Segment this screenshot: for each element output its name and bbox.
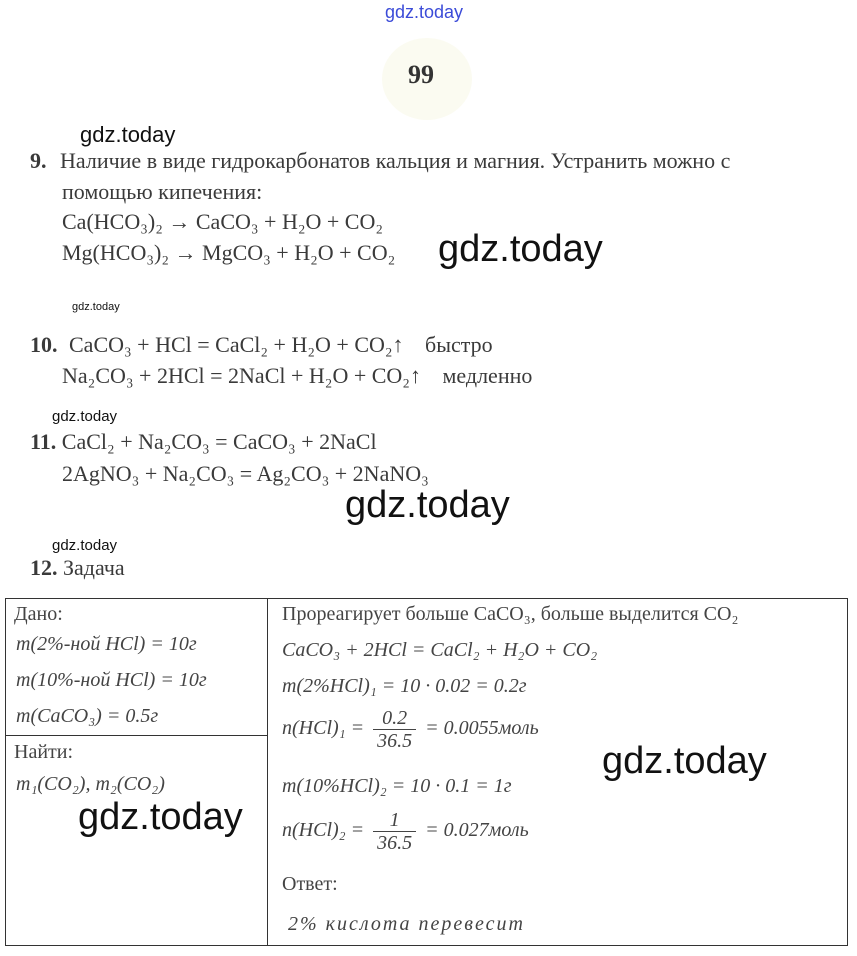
task11-line1 xyxy=(30,429,377,455)
fraction xyxy=(373,809,416,854)
solution-line4 xyxy=(282,707,539,752)
fraction-denominator: 36.5 xyxy=(377,832,413,854)
watermark: gdz.today xyxy=(78,796,243,838)
task10-note1: быстро xyxy=(425,332,493,357)
task10-note2: медленно xyxy=(442,363,533,388)
given-label: Дано: xyxy=(14,603,63,625)
table-vertical-divider xyxy=(267,599,268,945)
solution-line4-right: = 0.0055моль xyxy=(425,717,539,740)
task10-line2 xyxy=(62,363,532,389)
watermark: gdz.today xyxy=(52,537,118,554)
watermark: gdz.today xyxy=(345,484,510,526)
fraction-numerator: 1 xyxy=(373,809,416,832)
solution-line1: Прореагирует больше CaCO₃, больше выделится CO₂ xyxy=(282,603,739,625)
find-label: Найти: xyxy=(14,741,74,763)
task12-title: Задача xyxy=(63,555,125,580)
fraction-numerator: 0.2 xyxy=(373,707,416,730)
solution-line6 xyxy=(282,809,529,854)
task9-text2: помощью кипечения: xyxy=(62,179,263,204)
task12-number: 12. xyxy=(30,555,58,580)
task12-heading xyxy=(30,555,125,581)
fraction-denominator: 36.5 xyxy=(377,730,413,752)
solution-line6-right: = 0.027моль xyxy=(425,819,529,842)
watermark-top[interactable]: gdz.today xyxy=(385,2,464,22)
watermark: gdz.today xyxy=(72,301,120,313)
find-value: m₁(CO₂), m₂(CO₂) xyxy=(16,773,165,795)
task10-number: 10. xyxy=(30,332,58,357)
task10-eq1: CaCO₃ + HCl = CaCl₂ + H₂O + CO₂↑ xyxy=(69,332,404,357)
table-horizontal-divider xyxy=(6,735,267,736)
solution-line6-left: n(HCl)₂ = xyxy=(282,819,365,842)
task9-eq1: Ca(HCO₃)₂ → CaCO₃ + H₂O + CO₂ xyxy=(62,209,384,234)
task9-line1 xyxy=(30,148,730,174)
given-item: m(10%-ной HCl) = 10г xyxy=(16,669,207,691)
page-number: 99 xyxy=(408,60,434,89)
task9-eq2: Mg(HCO₃)₂ → MgCO₃ + H₂O + CO₂ xyxy=(62,240,396,265)
solution-line5: m(10%HCl)₂ = 10 · 0.1 = 1г xyxy=(282,775,512,797)
task9-number: 9. xyxy=(30,148,47,173)
given-item: m(2%-ной HCl) = 10г xyxy=(16,633,197,655)
answer-text: 2% кислота перевесит xyxy=(288,913,525,935)
task10-eq2: Na₂CO₃ + 2HCl = 2NaCl + H₂O + CO₂↑ xyxy=(62,363,421,388)
watermark: gdz.today xyxy=(602,740,767,782)
fraction xyxy=(373,707,416,752)
watermark: gdz.today xyxy=(52,408,118,425)
task11-eq1: CaCl₂ + Na₂CO₃ = CaCO₃ + 2NaCl xyxy=(61,429,377,454)
given-item: m(CaCO₃) = 0.5г xyxy=(16,705,159,727)
solution-line2: CaCO₃ + 2HCl = CaCl₂ + H₂O + CO₂ xyxy=(282,639,598,661)
watermark: gdz.today xyxy=(80,122,176,147)
task10-line1 xyxy=(30,332,493,358)
watermark: gdz.today xyxy=(438,228,603,270)
task11-number: 11. xyxy=(30,429,57,454)
task11-eq2: 2AgNO₃ + Na₂CO₃ = Ag₂CO₃ + 2NaNO₃ xyxy=(62,461,429,486)
solution-line4-left: n(HCl)₁ = xyxy=(282,717,365,740)
solution-line3: m(2%HCl)₁ = 10 · 0.02 = 0.2г xyxy=(282,675,527,697)
answer-label: Ответ: xyxy=(282,873,338,895)
task9-text1: Наличие в виде гидрокарбонатов кальция и магния. Устранить можно с xyxy=(60,148,731,173)
